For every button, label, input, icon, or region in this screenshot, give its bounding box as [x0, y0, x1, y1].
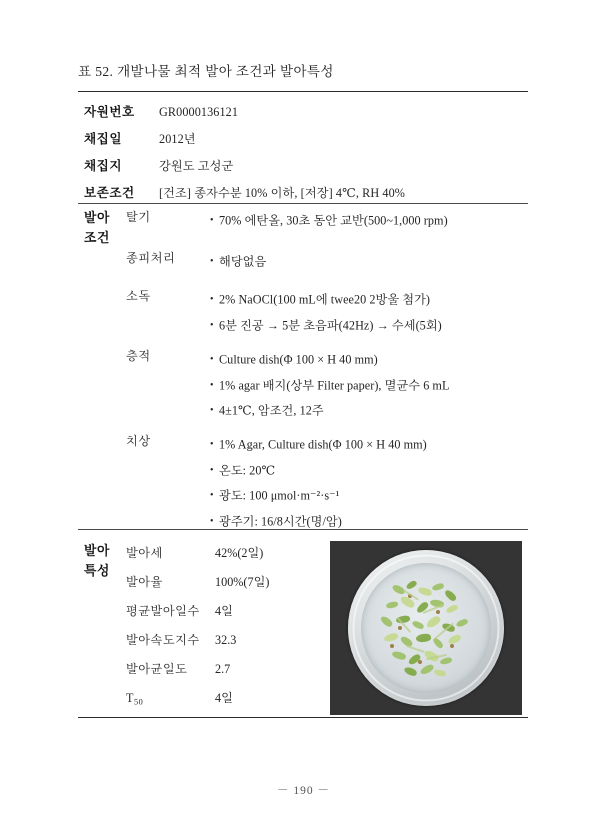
trait-value: 2.7 — [215, 662, 231, 676]
basic-info-block — [78, 98, 528, 203]
bullet-icon: • — [210, 215, 214, 226]
seedlings-cluster — [362, 564, 490, 692]
trait-value: 4일 — [215, 691, 233, 705]
condition-line-text: 해당없음 — [219, 254, 267, 269]
section-label-line1: 발아 — [84, 544, 110, 558]
condition-key: 치상 — [126, 434, 151, 448]
bullet-icon: • — [210, 294, 214, 305]
table-row — [78, 152, 528, 180]
condition-line-text: 광주기: 16/8시간(명/암) — [219, 514, 342, 528]
section-label-line2: 조건 — [84, 231, 110, 245]
basic-info-label: 채집지 — [84, 159, 122, 173]
condition-line-text: 2% NaOCl(100 mL에 twee20 2방울 첨가) — [219, 292, 431, 307]
condition-line — [210, 313, 442, 339]
condition-lines — [210, 208, 448, 234]
section-label-line2: 특성 — [84, 564, 110, 578]
condition-line — [210, 347, 449, 373]
basic-info-label: 자원번호 — [84, 105, 135, 119]
condition-line-text: 광도: 100 μmol·m⁻²·s⁻¹ — [219, 488, 340, 503]
section-label-line1: 발아 — [84, 211, 110, 225]
page-number: － 190 － — [277, 785, 330, 797]
condition-line-text: 온도: 20℃ — [219, 463, 276, 477]
condition-line — [210, 373, 449, 399]
condition-line-text: 4±1℃, 암조건, 12주 — [219, 403, 324, 418]
condition-line — [210, 208, 448, 234]
condition-line-text: 70% 에탄올, 30초 동안 교반(500~1,000 rpm) — [219, 213, 448, 228]
trait-label: 발아균일도 — [126, 662, 188, 676]
table-row — [78, 568, 328, 596]
trait-value: 4일 — [215, 604, 233, 618]
condition-line — [210, 509, 427, 535]
table-row — [78, 125, 528, 153]
condition-line — [210, 458, 427, 484]
condition-line-text: 1% Agar, Culture dish(Φ 100 × H 40 mm) — [219, 437, 427, 452]
table-row — [78, 98, 528, 126]
trait-label: 발아율 — [126, 575, 163, 589]
condition-line-text: Culture dish(Φ 100 × H 40 mm) — [219, 352, 378, 367]
germination-photo — [330, 541, 522, 715]
condition-lines — [210, 249, 266, 275]
trait-value: 32.3 — [215, 633, 237, 647]
basic-info-value: GR0000136121 — [159, 105, 239, 119]
basic-info-label: 채집일 — [84, 132, 122, 146]
condition-line — [210, 483, 427, 509]
condition-lines — [210, 432, 427, 534]
condition-key: 탈기 — [126, 210, 151, 224]
table-row — [78, 655, 328, 683]
bullet-icon: • — [210, 464, 214, 476]
table-top-rule — [78, 91, 528, 92]
table-caption: 표 52. 개발나물 최적 발아 조건과 발아특성 — [78, 64, 334, 79]
condition-key: 층적 — [126, 349, 151, 363]
trait-value: 42%(2일) — [215, 546, 264, 560]
trait-label: 발아세 — [126, 546, 163, 560]
condition-lines — [210, 347, 449, 424]
basic-info-value: 2012년 — [159, 132, 196, 146]
bullet-icon: • — [210, 405, 214, 416]
bullet-icon: • — [210, 354, 214, 365]
condition-key: 종피처리 — [126, 251, 176, 265]
table-row — [78, 626, 328, 654]
basic-info-label: 보존조건 — [84, 186, 135, 200]
bullet-icon: • — [210, 490, 214, 501]
table-row — [78, 684, 328, 712]
table-row — [78, 597, 328, 625]
condition-lines — [210, 287, 442, 338]
bullet-icon: • — [210, 439, 214, 450]
bullet-icon: • — [210, 256, 214, 267]
condition-key: 소독 — [126, 289, 151, 303]
table-bottom-rule — [78, 717, 528, 718]
basic-info-value: 강원도 고성군 — [159, 159, 234, 173]
trait-value: 100%(7일) — [215, 575, 270, 589]
condition-line — [210, 287, 442, 313]
bullet-icon: • — [210, 515, 214, 527]
condition-line — [210, 432, 427, 458]
condition-line-text: 6분 진공 → 5분 초음파(42Hz) → 수세(5회) — [219, 318, 442, 332]
bullet-icon: • — [210, 379, 214, 391]
condition-line — [210, 398, 449, 424]
bullet-icon: • — [210, 319, 214, 331]
trait-label: 평균발아일수 — [126, 604, 200, 618]
condition-line — [210, 249, 266, 275]
table-row — [78, 539, 328, 567]
condition-line-text: 1% agar 배지(상부 Filter paper), 멸균수 6 mL — [219, 378, 450, 392]
trait-label: $T_{50}$ — [126, 691, 144, 707]
trait-label: 발아속도지수 — [126, 633, 200, 647]
basic-info-value: [건조] 종자수분 10% 이하, [저장] 4℃, RH 40% — [159, 186, 406, 200]
germination-conditions-block — [78, 203, 528, 529]
